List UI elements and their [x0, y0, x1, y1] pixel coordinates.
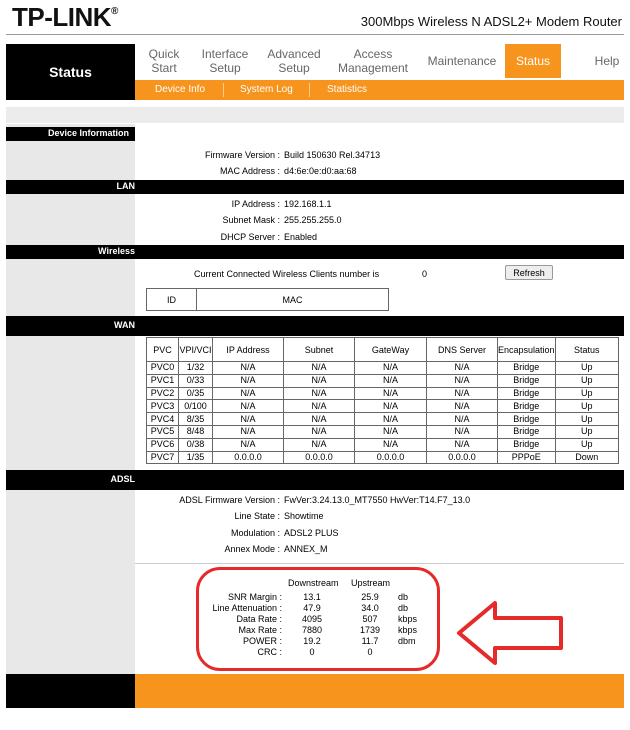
nav-label: Interface: [201, 47, 249, 61]
registered-mark: ®: [111, 6, 118, 17]
nav-label: Maintenance: [427, 54, 497, 68]
cell: PVC1: [147, 374, 179, 387]
table-row: [147, 362, 619, 375]
stat-down: 47.9: [303, 603, 321, 613]
dhcp-label: DHCP Server :: [220, 232, 280, 242]
cell: N/A: [213, 413, 284, 426]
table-row: [147, 387, 619, 400]
section-label: WAN: [114, 320, 135, 330]
clients-label: Current Connected Wireless Clients number is: [194, 269, 380, 279]
upstream-header: Upstream: [351, 578, 391, 588]
nav-label: Setup: [278, 61, 310, 75]
cell: N/A: [284, 374, 355, 387]
nav-label: Setup: [209, 61, 241, 75]
nav-label: Status: [515, 54, 551, 68]
line-state-label: Line State :: [234, 511, 280, 521]
cell: Up: [555, 425, 618, 438]
cell: Bridge: [498, 400, 556, 413]
cell: 0/33: [179, 374, 213, 387]
section-header-adsl: [6, 470, 624, 490]
current-page-title: Status: [6, 44, 135, 100]
table-row: [147, 425, 619, 438]
nav-label: Start: [151, 61, 177, 75]
section-label: Wireless: [98, 246, 135, 256]
col-header: VPI/VCI: [179, 338, 213, 362]
annotation-arrow-icon: [455, 600, 567, 666]
header-divider: [6, 34, 624, 35]
nav-access-management[interactable]: [337, 47, 409, 75]
clients-value: 0: [422, 269, 428, 279]
nav-label: Access: [353, 47, 393, 61]
table-row: [147, 400, 619, 413]
modulation-label: Modulation :: [230, 528, 280, 538]
cell: PVC0: [147, 362, 179, 375]
cell: 0/100: [179, 400, 213, 413]
cell: N/A: [213, 374, 284, 387]
annex-label: Annex Mode :: [224, 544, 280, 554]
stat-down: 19.2: [303, 636, 321, 646]
cell: N/A: [355, 387, 427, 400]
cell: N/A: [355, 362, 427, 375]
col-header: IP Address: [213, 338, 284, 362]
cell: N/A: [427, 400, 498, 413]
cell: N/A: [284, 413, 355, 426]
stat-label: CRC :: [257, 647, 282, 657]
footer-bar: [135, 674, 624, 708]
cell: PVC6: [147, 438, 179, 451]
mac-value: d4:6e:0e:d0:aa:68: [284, 166, 357, 176]
col-header: Status: [555, 338, 618, 362]
cell: Up: [555, 413, 618, 426]
stat-up: 11.7: [361, 636, 379, 646]
section-label: Device Information: [47, 128, 129, 138]
cell: N/A: [284, 362, 355, 375]
firmware-label: Firmware Version :: [204, 150, 280, 160]
cell: N/A: [284, 387, 355, 400]
stat-unit: kbps: [398, 614, 418, 624]
firmware-value: Build 150630 Rel.34713: [284, 150, 381, 160]
col-header: GateWay: [355, 338, 427, 362]
cell: N/A: [284, 438, 355, 451]
sub-nav: [135, 80, 624, 100]
left-column: [6, 124, 135, 674]
cell: PPPoE: [498, 451, 556, 464]
table-row: [147, 438, 619, 451]
cell: N/A: [427, 362, 498, 375]
subnav-device-info[interactable]: Device Info: [155, 84, 206, 95]
col-header: DNS Server: [427, 338, 498, 362]
cell: Bridge: [498, 374, 556, 387]
cell: Bridge: [498, 438, 556, 451]
cell: N/A: [213, 362, 284, 375]
stat-down: 0: [309, 647, 315, 657]
nav-label: Quick: [148, 47, 180, 61]
refresh-button[interactable]: Refresh: [505, 265, 553, 280]
stat-up: 34.0: [361, 603, 379, 613]
cell: 0/35: [179, 387, 213, 400]
cell: 0.0.0.0: [213, 451, 284, 464]
grey-band: [6, 107, 624, 123]
tp-link-logo: [12, 2, 118, 33]
cell: Bridge: [498, 362, 556, 375]
col-id-header: ID: [147, 289, 197, 311]
stat-unit: dbm: [398, 636, 416, 646]
cell: Up: [555, 438, 618, 451]
cell: 1/35: [179, 451, 213, 464]
stat-down: 7880: [301, 625, 323, 635]
annex-value: ANNEX_M: [284, 544, 328, 554]
stat-unit: db: [398, 592, 409, 602]
stat-label: Data Rate :: [236, 614, 282, 624]
nav-advanced-setup[interactable]: [265, 47, 323, 75]
stat-down: 13.1: [303, 592, 321, 602]
col-mac-header: MAC: [197, 289, 389, 311]
cell: 1/32: [179, 362, 213, 375]
section-header-device: [6, 127, 135, 141]
cell: PVC4: [147, 413, 179, 426]
subnav-separator: [309, 83, 310, 97]
wireless-clients-table: [146, 288, 389, 311]
stat-label: Max Rate :: [238, 625, 282, 635]
ip-label: IP Address :: [231, 199, 280, 209]
col-header: Encapsulation: [498, 338, 556, 362]
section-label: LAN: [116, 181, 135, 191]
section-header-lan: [6, 180, 624, 194]
cell: 0.0.0.0: [355, 451, 427, 464]
adsl-firmware-label: ADSL Firmware Version :: [179, 495, 280, 505]
cell: N/A: [355, 413, 427, 426]
cell: Up: [555, 387, 618, 400]
stat-label: POWER :: [242, 636, 282, 646]
main-nav: [135, 44, 624, 80]
downstream-header: Downstream: [288, 578, 339, 588]
cell: Up: [555, 400, 618, 413]
cell: 0.0.0.0: [284, 451, 355, 464]
cell: PVC2: [147, 387, 179, 400]
cell: N/A: [213, 438, 284, 451]
dhcp-value: Enabled: [284, 232, 318, 242]
cell: N/A: [427, 413, 498, 426]
cell: Up: [555, 362, 618, 375]
col-header: PVC: [147, 338, 179, 362]
logo-text: TP-LINK: [12, 2, 112, 32]
col-header: Subnet: [284, 338, 355, 362]
cell: N/A: [355, 374, 427, 387]
mac-label: MAC Address :: [219, 166, 280, 176]
modulation-value: ADSL2 PLUS: [284, 528, 339, 538]
table-row: [147, 451, 619, 464]
section-header-wan: [6, 316, 624, 336]
table-row: [147, 289, 389, 311]
line-state-value: Showtime: [284, 511, 324, 521]
cell: N/A: [213, 387, 284, 400]
subnet-value: 255.255.255.0: [284, 215, 342, 225]
nav-quick-start[interactable]: [143, 47, 185, 75]
cell: 0/38: [179, 438, 213, 451]
cell: PVC3: [147, 400, 179, 413]
cell: N/A: [213, 425, 284, 438]
table-row: [147, 413, 619, 426]
wan-table: [146, 337, 619, 464]
nav-interface-setup[interactable]: [199, 47, 251, 75]
nav-label: Advanced: [267, 47, 321, 61]
subnav-separator: [223, 83, 224, 97]
stat-up: 0: [367, 647, 373, 657]
stat-up: 25.9: [361, 592, 379, 602]
nav-help[interactable]: [591, 54, 623, 68]
cell: N/A: [284, 425, 355, 438]
cell: N/A: [284, 400, 355, 413]
nav-label: Management: [337, 61, 409, 75]
cell: N/A: [427, 425, 498, 438]
cell: N/A: [427, 387, 498, 400]
product-name: 300Mbps Wireless N ADSL2+ Modem Router: [360, 14, 622, 29]
subnav-statistics[interactable]: Statistics: [327, 84, 368, 95]
nav-label: Help: [594, 54, 620, 68]
cell: 0.0.0.0: [427, 451, 498, 464]
cell: PVC5: [147, 425, 179, 438]
cell: Down: [555, 451, 618, 464]
subnet-label: Subnet Mask :: [222, 215, 280, 225]
cell: N/A: [213, 400, 284, 413]
stat-label: Line Attenuation :: [212, 603, 282, 613]
nav-status[interactable]: [505, 44, 561, 78]
cell: N/A: [355, 400, 427, 413]
stat-unit: db: [398, 603, 409, 613]
annotation-highlight-ellipse: [196, 567, 440, 671]
cell: N/A: [427, 374, 498, 387]
cell: N/A: [355, 425, 427, 438]
cell: N/A: [427, 438, 498, 451]
stat-up: 507: [362, 614, 378, 624]
stats-divider: [135, 563, 624, 564]
cell: Bridge: [498, 425, 556, 438]
table-header-row: [147, 338, 619, 362]
cell: PVC7: [147, 451, 179, 464]
table-row: [147, 374, 619, 387]
cell: N/A: [355, 438, 427, 451]
stat-down: 4095: [301, 614, 323, 624]
nav-maintenance[interactable]: [425, 54, 499, 68]
stat-up: 1739: [359, 625, 381, 635]
stat-label: SNR Margin :: [227, 592, 282, 602]
stat-unit: kbps: [398, 625, 418, 635]
ip-value: 192.168.1.1: [284, 199, 332, 209]
cell: 8/48: [179, 425, 213, 438]
footer-left: [6, 674, 135, 708]
cell: Bridge: [498, 387, 556, 400]
cell: 8/35: [179, 413, 213, 426]
cell: Up: [555, 374, 618, 387]
adsl-firmware-value: FwVer:3.24.13.0_MT7550 HwVer:T14.F7_13.0: [284, 495, 471, 505]
cell: Bridge: [498, 413, 556, 426]
section-label: ADSL: [110, 474, 135, 484]
subnav-system-log[interactable]: System Log: [240, 84, 293, 95]
section-header-wireless: [6, 245, 624, 259]
